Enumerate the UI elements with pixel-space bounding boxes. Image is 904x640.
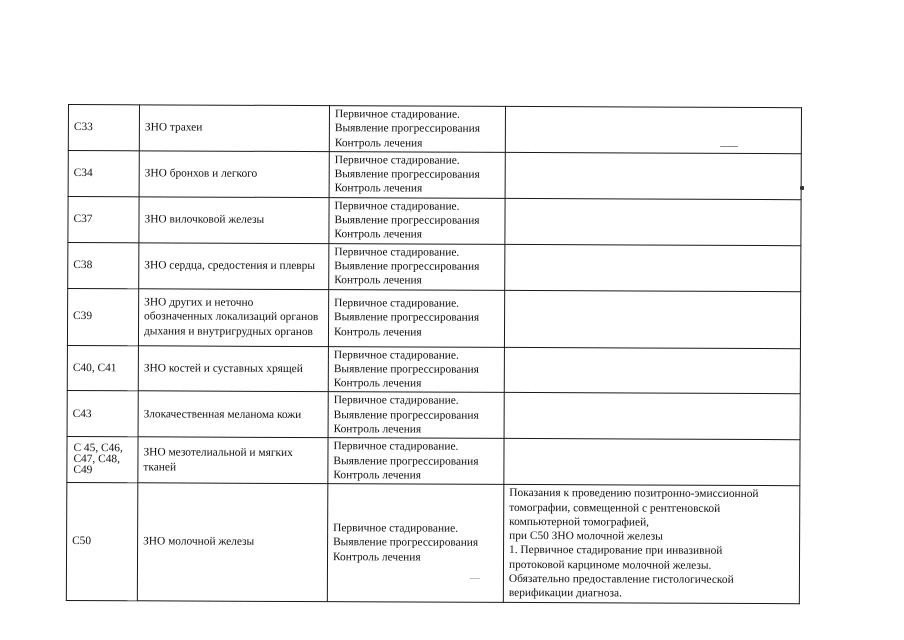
purpose-cell xyxy=(329,106,505,153)
table-row xyxy=(68,150,801,199)
code-cell: С37 xyxy=(68,196,139,242)
purpose-line: Выявление прогрессирования xyxy=(333,536,479,550)
purpose-line: Первичное стадирование. xyxy=(333,440,459,454)
purpose-line: Контроль лечения xyxy=(334,228,423,241)
table-body xyxy=(66,105,801,604)
code-cell: С40, С41 xyxy=(67,345,138,391)
purpose-cell xyxy=(329,197,505,244)
purpose-line: Контроль лечения xyxy=(333,550,421,564)
purpose-cell xyxy=(329,243,505,290)
purpose-line: Выявление прогрессирования xyxy=(334,311,480,325)
table-row xyxy=(66,483,800,604)
purpose-line: Выявление прогрессирования xyxy=(334,168,480,181)
notes-line: компьютерной томографией, xyxy=(509,515,650,529)
scan-speck xyxy=(720,146,738,147)
purpose-line: Первичное стадирование. xyxy=(333,522,459,535)
diagnosis-cell: ЗНО сердца, средостения и плевры xyxy=(139,242,329,289)
diagnosis-cell: ЗНО бронхов и легкого xyxy=(139,151,329,198)
notes-line: 1. Первичное стадирование при инвазивной xyxy=(509,544,723,558)
table-row xyxy=(67,391,800,440)
diagnosis-cell: ЗНО молочной железы xyxy=(137,483,328,601)
notes-line: при С50 ЗНО молочной железы xyxy=(509,530,663,543)
code-cell: С50 xyxy=(66,483,138,601)
notes-cell xyxy=(504,439,800,486)
diagnosis-cell: ЗНО других и неточно обозначенных локализаций органов дыхания и внутригрудных органов xyxy=(138,288,328,346)
diagnosis-cell: ЗНО трахеи xyxy=(139,105,329,152)
purpose-line: Первичное стадирование. xyxy=(334,199,460,213)
purpose-cell xyxy=(328,289,504,347)
purpose-line: Первичное стадирование. xyxy=(333,394,459,408)
purpose-line: Контроль лечения xyxy=(333,325,422,339)
notes-cell xyxy=(504,393,800,440)
notes-cell xyxy=(504,347,800,394)
purpose-line: Контроль лечения xyxy=(333,377,422,390)
purpose-line: Выявление прогрессирования xyxy=(333,363,479,376)
table-row xyxy=(68,242,801,291)
purpose-line: Выявление прогрессирования xyxy=(333,454,479,468)
scan-speck xyxy=(800,186,804,190)
purpose-line: Первичное стадирование. xyxy=(334,154,460,167)
purpose-line: Первичное стадирование. xyxy=(333,348,459,362)
notes-line: протоковой карциноме молочной железы. xyxy=(508,558,712,572)
purpose-line: Выявление прогрессирования xyxy=(333,408,479,422)
purpose-cell xyxy=(327,484,504,602)
purpose-line: Выявление прогрессирования xyxy=(334,260,480,273)
diagnosis-cell: ЗНО мезотелиальной и мягких тканей xyxy=(138,437,328,484)
purpose-line: Контроль лечения xyxy=(334,274,422,287)
notes-line: верификации диагноза. xyxy=(508,587,622,600)
purpose-line: Контроль лечения xyxy=(334,136,423,150)
code-cell: С39 xyxy=(67,288,138,345)
table-row xyxy=(67,345,800,394)
code-cell: С 45, С46, С47, С48, С49 xyxy=(67,437,138,483)
table-row xyxy=(67,288,800,348)
notes-cell xyxy=(505,106,801,153)
diagnosis-cell: Злокачественная меланома кожи xyxy=(138,391,328,438)
diagnosis-cell: ЗНО костей и суставных хрящей xyxy=(138,345,328,392)
purpose-line: Первичное стадирование. xyxy=(334,297,460,310)
purpose-line: Контроль лечения xyxy=(333,469,421,482)
purpose-cell xyxy=(329,152,505,199)
purpose-cell xyxy=(328,392,504,439)
purpose-line: Выявление прогрессирования xyxy=(334,214,480,227)
purpose-line: Первичное стадирование. xyxy=(334,108,460,121)
notes-cell xyxy=(505,152,801,199)
purpose-line: Выявление прогрессирования xyxy=(334,122,480,136)
notes-cell xyxy=(503,485,800,604)
code-cell: С33 xyxy=(68,105,139,151)
table-row xyxy=(68,105,801,154)
diagnosis-cell: ЗНО вилочковой железы xyxy=(139,197,329,244)
purpose-line: Контроль лечения xyxy=(334,182,423,196)
code-cell: С34 xyxy=(68,150,139,196)
table-row xyxy=(67,437,800,486)
notes-cell xyxy=(505,244,801,291)
purpose-line: Контроль лечения xyxy=(333,423,422,436)
table-row xyxy=(68,196,801,245)
notes-line: томографии, совмещенной с рентгеновской xyxy=(509,501,721,515)
notes-line: Обязательно предоставление гистологической xyxy=(508,572,734,586)
notes-cell xyxy=(504,290,800,348)
purpose-cell xyxy=(328,438,504,485)
notes-line: Показания к проведению позитронно-эмиссионной xyxy=(509,487,759,501)
purpose-line: Первичное стадирование. xyxy=(334,245,460,259)
disease-table xyxy=(66,104,802,604)
purpose-cell xyxy=(328,346,504,393)
code-cell: С38 xyxy=(68,242,139,288)
notes-cell xyxy=(505,198,801,245)
code-cell: С43 xyxy=(67,391,138,437)
scan-speck xyxy=(470,578,480,579)
